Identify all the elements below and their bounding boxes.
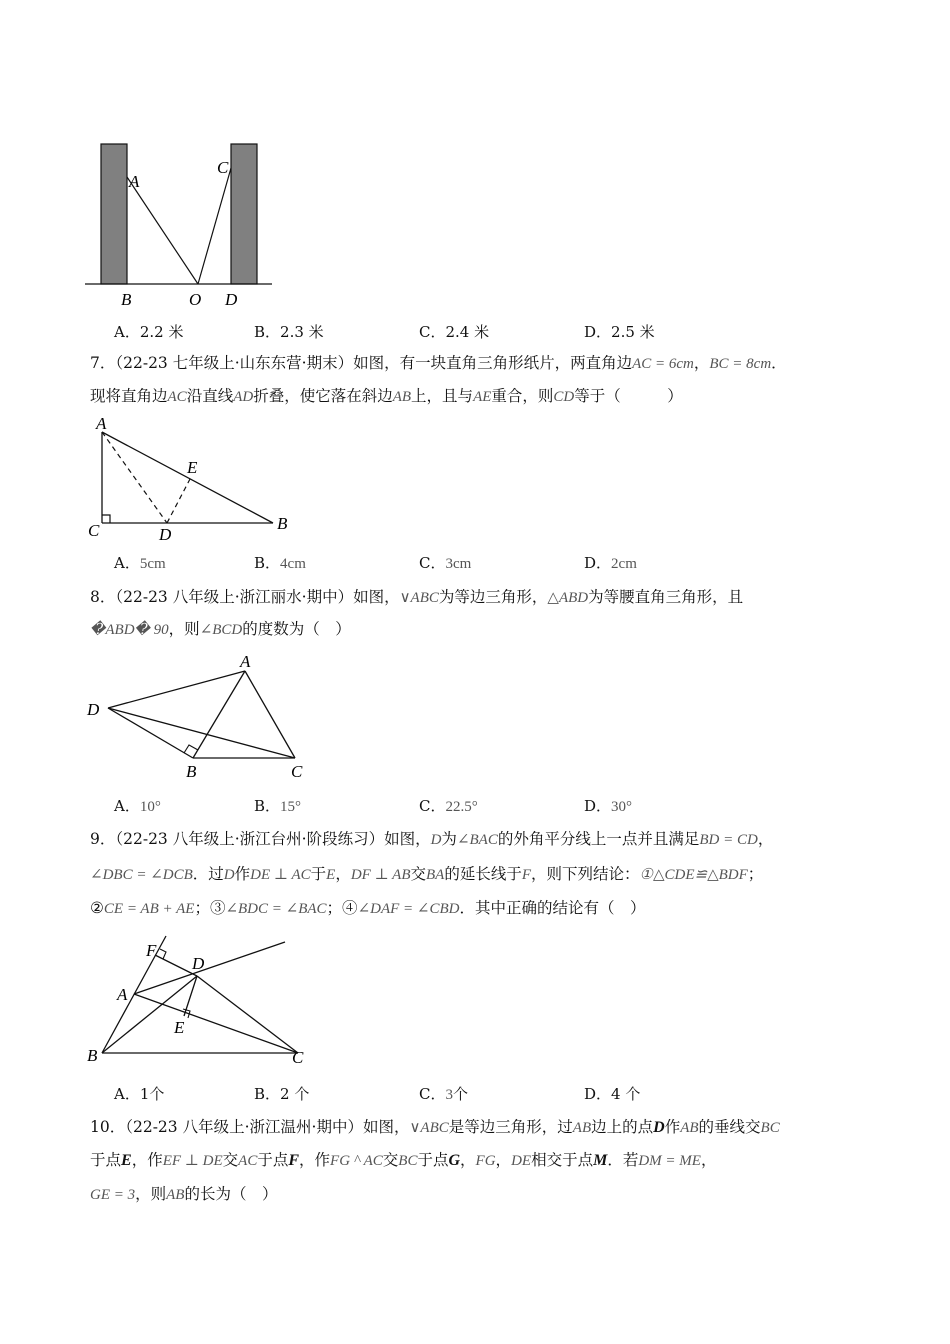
side-da [108, 671, 245, 708]
right-wall [231, 144, 257, 284]
q10-stem-line1: 10．（22-23 八年级上·浙江温州·期中）如图，∨ABC是等边三角形，过AB边上的点D作AB的垂线交BC [90, 1118, 780, 1136]
q8-option-c[interactable]: C．22.5° [419, 797, 478, 815]
fold-ad [102, 432, 167, 523]
label-c: C [217, 158, 229, 177]
label-d: D [225, 290, 238, 309]
q9-stem-line1: 9．（22-23 八年级上·浙江台州·阶段练习）如图，D为∠BAC的外角平分线上一点并且满足BD = CD， [90, 830, 774, 848]
right-angle-mark [184, 745, 198, 753]
label-c: C [291, 762, 303, 781]
q8-stem-line2: �ABD� 90，则∠BCD的度数为（ ） [90, 620, 351, 638]
label-b: B [121, 290, 132, 309]
q6-option-b[interactable]: B．2.3 米 [254, 323, 324, 341]
q10-stem-line2: 于点E，作EF ⊥ DE交AC于点F，作FG ^ AC交BC于点G，FG，DE相交于点M．若DM = ME， [90, 1151, 717, 1169]
label-o: O [189, 290, 202, 309]
label-a: A [96, 414, 107, 433]
q8-option-d[interactable]: D．30° [584, 797, 633, 815]
q9-figure [80, 930, 320, 1070]
label-b: B [87, 1046, 98, 1065]
q10-stem-line3: GE = 3，则AB的长为（ ） [90, 1185, 278, 1203]
side-ab [102, 432, 273, 523]
q9-option-c[interactable]: C．3个 [419, 1085, 468, 1103]
label-d: D [192, 954, 205, 973]
label-e: E [187, 458, 198, 477]
q7-option-b[interactable]: B．4cm [254, 554, 306, 572]
label-f: F [146, 941, 157, 960]
q9-option-b[interactable]: B．2 个 [254, 1085, 310, 1103]
label-e: E [174, 1018, 185, 1037]
right-angle-mark [102, 515, 110, 523]
q9-option-a[interactable]: A．1个 [114, 1085, 165, 1103]
q7-option-a[interactable]: A．5cm [114, 554, 166, 572]
q7-figure [80, 412, 300, 547]
q8-figure [80, 650, 320, 785]
q6-figure [80, 135, 280, 310]
q7-stem-line1: 7．（22-23 七年级上·山东东营·期末）如图，有一块直角三角形纸片，两直角边AC = 6cm，BC = 8cm． [90, 354, 787, 372]
ladder-co [198, 168, 231, 284]
label-a: A [129, 172, 140, 191]
segment-df [155, 955, 197, 976]
label-b: B [186, 762, 197, 781]
segment-dc [197, 976, 298, 1053]
q8-option-a[interactable]: A．10° [114, 797, 161, 815]
label-d: D [159, 525, 172, 544]
q9-stem-line2: ∠DBC = ∠DCB．过D作DE ⊥ AC于E，DF ⊥ AB交BA的延长线于F，则下列结论：①△CDE≌△BDF； [90, 865, 764, 883]
label-a: A [240, 652, 251, 671]
q9-stem-line3: ②CE = AB + AE；③∠BDC = ∠BAC；④∠DAF = ∠CBD．其中正确的结论有（ ） [90, 899, 646, 917]
q7-option-d[interactable]: D．2cm [584, 554, 637, 572]
label-d: D [87, 700, 100, 719]
q8-option-b[interactable]: B．15° [254, 797, 302, 815]
label-a: A [117, 985, 128, 1004]
label-b: B [277, 514, 288, 533]
label-c: C [88, 521, 100, 540]
side-ac [245, 671, 295, 758]
side-ac [134, 994, 298, 1053]
side-ab [193, 671, 245, 758]
side-dc [108, 708, 295, 758]
fold-de [167, 479, 190, 523]
q6-option-d[interactable]: D．2.5 米 [584, 323, 655, 341]
q7-stem-line2: 现将直角边AC沿直线AD折叠，使它落在斜边AB上，且与AE重合，则CD等于（ ） [90, 387, 683, 405]
q6-option-a[interactable]: A．2.2 米 [114, 323, 184, 341]
side-db [108, 708, 193, 758]
left-wall [101, 144, 127, 284]
q9-option-d[interactable]: D．4 个 [584, 1085, 641, 1103]
ladder-ao [127, 177, 198, 284]
q6-option-c[interactable]: C．2.4 米 [419, 323, 490, 341]
q8-stem-line1: 8．（22-23 八年级上·浙江丽水·期中）如图，∨ABC为等边三角形，△ABD为等腰直角三角形，且 [90, 588, 744, 606]
label-c: C [292, 1048, 304, 1067]
q7-option-c[interactable]: C．3cm [419, 554, 472, 572]
